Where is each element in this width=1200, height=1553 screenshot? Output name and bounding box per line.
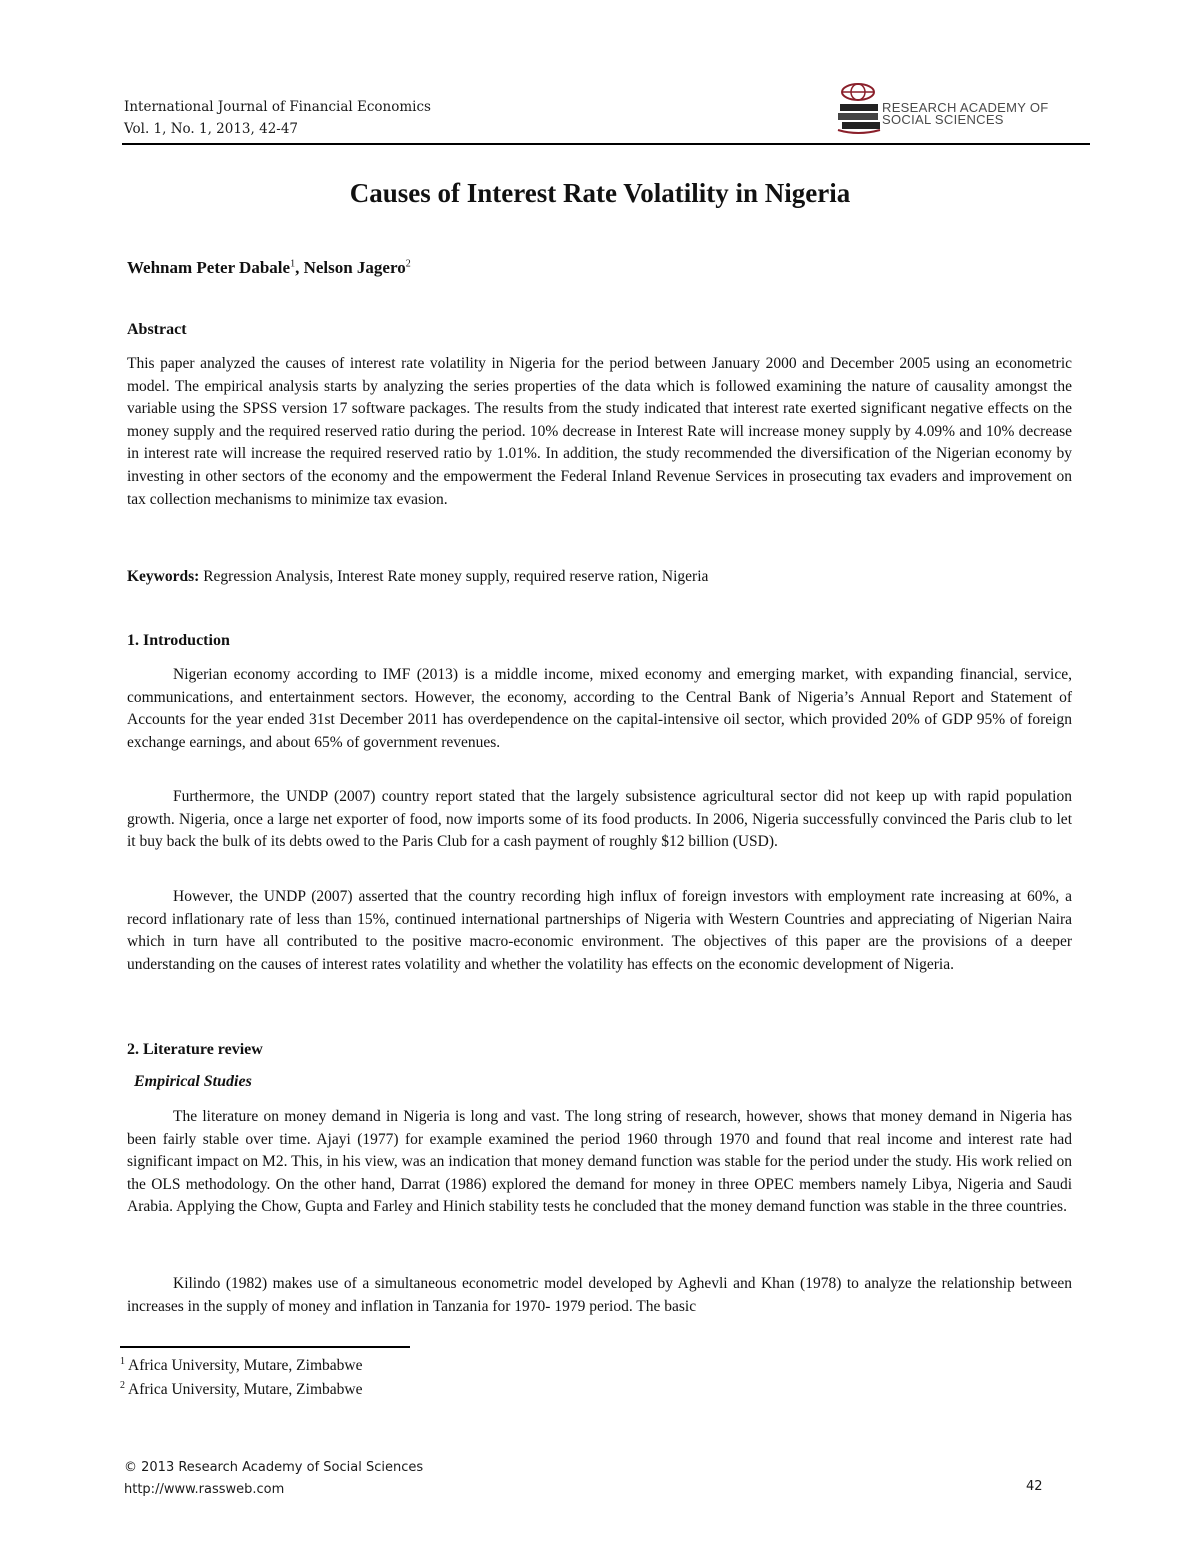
- logo-line-1: RESEARCH ACADEMY OF: [882, 100, 1049, 115]
- footnote-2-text: Africa University, Mutare, Zimbabwe: [125, 1381, 363, 1399]
- footer-url[interactable]: http://www.rassweb.com: [124, 1482, 285, 1497]
- footnote-2-mark: 2: [120, 1380, 125, 1391]
- keywords: [127, 568, 708, 586]
- keywords-list: Regression Analysis, Interest Rate money supply, required reserve ration, Nigeria: [199, 568, 709, 585]
- footnote-1-mark: 1: [120, 1356, 125, 1367]
- page-number: 42: [1026, 1479, 1043, 1494]
- running-header: [124, 96, 431, 140]
- footnote-2: [120, 1380, 362, 1399]
- abstract-heading: Abstract: [127, 321, 187, 338]
- literature-paragraph-2: Kilindo (1982) makes use of a simultaneous econometric model developed by Aghevli and Khan (1978) to analyze the relationship between increases in the supply of money and inflation in Tanzania for 1970- 1979 period. The basic: [127, 1275, 1072, 1315]
- volume-info: Vol. 1, No. 1, 2013, 42-47: [124, 121, 299, 137]
- footnote-1-text: Africa University, Mutare, Zimbabwe: [125, 1357, 363, 1375]
- author-2: Nelson Jagero: [303, 258, 406, 277]
- publisher-logo-icon: [834, 82, 882, 138]
- section-heading-introduction: 1. Introduction: [127, 632, 230, 649]
- intro-paragraph-2: Furthermore, the UNDP (2007) country report stated that the largely subsistence agricultural sector did not keep up with rapid population growth. Nigeria, once a large net exporter of food, now imports some of its food products. In 2006, Nigeria successfully convinced the Paris club to let it buy back the bulk of its debts owed to the Paris Club for a cash payment of roughly $12 billion (USD).: [127, 788, 1072, 851]
- logo-line-2: SOCIAL SCIENCES: [882, 112, 1004, 127]
- footnote-1: [120, 1356, 362, 1375]
- page-footer: [124, 1457, 423, 1501]
- paper-title: Causes of Interest Rate Volatility in Nigeria: [349, 178, 851, 208]
- author-separator: ,: [295, 258, 304, 277]
- publisher-logo-text: [882, 102, 1049, 126]
- section-heading-literature-review: 2. Literature review: [127, 1041, 263, 1058]
- intro-paragraph-3: However, the UNDP (2007) asserted that the country recording high influx of foreign investors with employment rate increasing at 60%, a record inflationary rate of less than 15%, continued international partnerships of Nigeria with Western Countries and appreciating of Nigerian Naira which in turn have all contributed to the positive macro-economic environment. The objectives of this paper are the provisions of a deeper understanding on the causes of interest rates volatility and whether the volatility has effects on the economic development of Nigeria.: [127, 888, 1072, 973]
- publisher-logo: [834, 82, 1094, 138]
- header-rule: [122, 143, 1090, 145]
- author-1: Wehnam Peter Dabale: [127, 258, 291, 277]
- author-list: [127, 258, 411, 278]
- literature-paragraph-1: The literature on money demand in Nigeria is long and vast. The long string of research, however, shows that money demand in Nigeria has been fairly stable over time. Ajayi (1977) for example examined the period 1960 through 1970 and found that real income and interest rate had significant impact on M2. This, in his view, was an indication that money demand function was stable for the period under the study. His work relied on the OLS methodology. On the other hand, Darrat (1986) explored the demand for money in three OPEC members namely Libya, Nigeria and Saudi Arabia. Applying the Chow, Gupta and Farley and Hinich stability tests he concluded that the money demand function was stable in the three countries.: [127, 1108, 1072, 1216]
- author-2-affiliation-mark: 2: [405, 258, 411, 270]
- intro-paragraph-1: Nigerian economy according to IMF (2013) is a middle income, mixed economy and emerging market, with expanding financial, service, communications, and entertainment sectors. However, the economy, according to the Central Bank of Nigeria’s Annual Report and Statement of Accounts for the year ended 31st December 2011 has overdependence on the capital-intensive oil sector, which provided 20% of GDP 95% of foreign exchange earnings, and about 65% of government revenues.: [127, 666, 1072, 751]
- author-1-affiliation-mark: 1: [290, 258, 296, 270]
- subsection-heading-empirical-studies: Empirical Studies: [134, 1073, 252, 1090]
- footnote-rule: [120, 1346, 410, 1348]
- abstract-text: This paper analyzed the causes of interest rate volatility in Nigeria for the period between January 2000 and December 2005 using an econometric model. The empirical analysis starts by analyzing the series properties of the data which is followed examining the nature of causality amongst the variable using the SPSS version 17 software packages. The results from the study indicated that interest rate exerted significant negative effects on the money supply and the required reserved ratio during the period. 10% decrease in Interest Rate will increase money supply by 4.09% and 10% decrease in interest rate will increase the required reserved ratio by 1.01%. In addition, the study recommended the diversification of the Nigerian economy by investing in other sectors of the economy and the empowerment the Federal Inland Revenue Services in prosecuting tax evaders and improvement on tax collection mechanisms to minimize tax evasion.: [127, 355, 1072, 508]
- keywords-label: Keywords:: [127, 568, 200, 585]
- copyright-notice: © 2013 Research Academy of Social Sciences: [124, 1460, 424, 1475]
- journal-name: International Journal of Financial Economics: [124, 99, 431, 115]
